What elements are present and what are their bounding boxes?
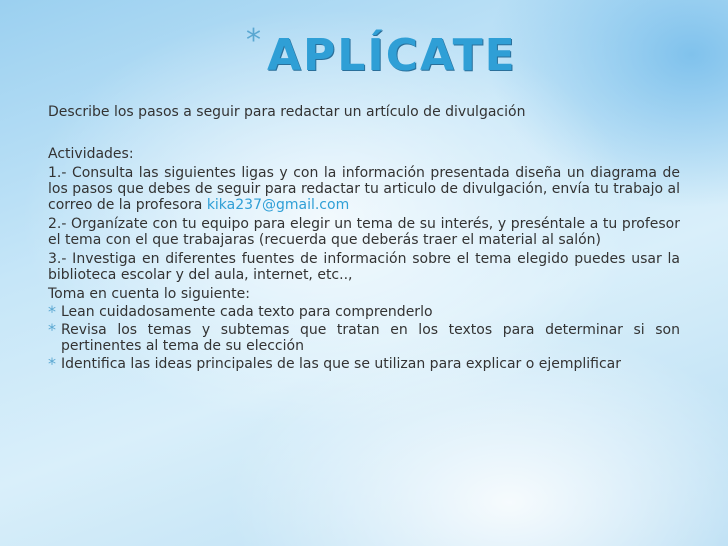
slide-title: APLÍCATE	[267, 30, 517, 81]
slide-body	[48, 104, 680, 372]
activity-2: 2.- Organízate con tu equipo para elegir un tema de su interés, y preséntale a tu profesor el tema con el que trabajaras (recuerda que deberás traer el material al salón)	[48, 216, 680, 248]
bullet-item	[48, 304, 680, 320]
intro-text: Describe los pasos a seguir para redactar un artículo de divulgación	[48, 104, 526, 120]
activities-label: Actividades:	[48, 146, 134, 162]
spacer	[48, 120, 680, 146]
consider-label: Toma en cuenta lo siguiente:	[48, 286, 250, 302]
activity-1	[48, 165, 680, 213]
bullet-star-icon: *	[48, 354, 56, 373]
email-link[interactable]: kika237@gmail.com	[206, 197, 350, 213]
bullet-item	[48, 356, 680, 372]
bullet-text: Identifica las ideas principales de las que se utilizan para explicar o ejemplificar	[61, 356, 622, 372]
bullet-text: Revisa los temas y subtemas que tratan en los textos para determinar si son pertinentes al tema de su elección	[61, 322, 680, 354]
bullet-star-icon: *	[48, 320, 56, 339]
bullet-star-icon: *	[48, 302, 56, 321]
title-area	[246, 22, 517, 81]
bullet-item	[48, 322, 680, 354]
activity-3: 3.- Investiga en diferentes fuentes de información sobre el tema elegido puedes usar la biblioteca escolar y del aula, internet, etc..,	[48, 251, 680, 283]
title-star-icon: *	[246, 23, 261, 58]
bullet-text: Lean cuidadosamente cada texto para comprenderlo	[61, 304, 433, 320]
activity-1-text: 1.- Consulta las siguientes ligas y con la información presentada diseña un diagrama de los pasos que debes de seguir para redactar tu articulo de divulgación, envía tu trabajo al correo de la profesora	[48, 165, 680, 213]
